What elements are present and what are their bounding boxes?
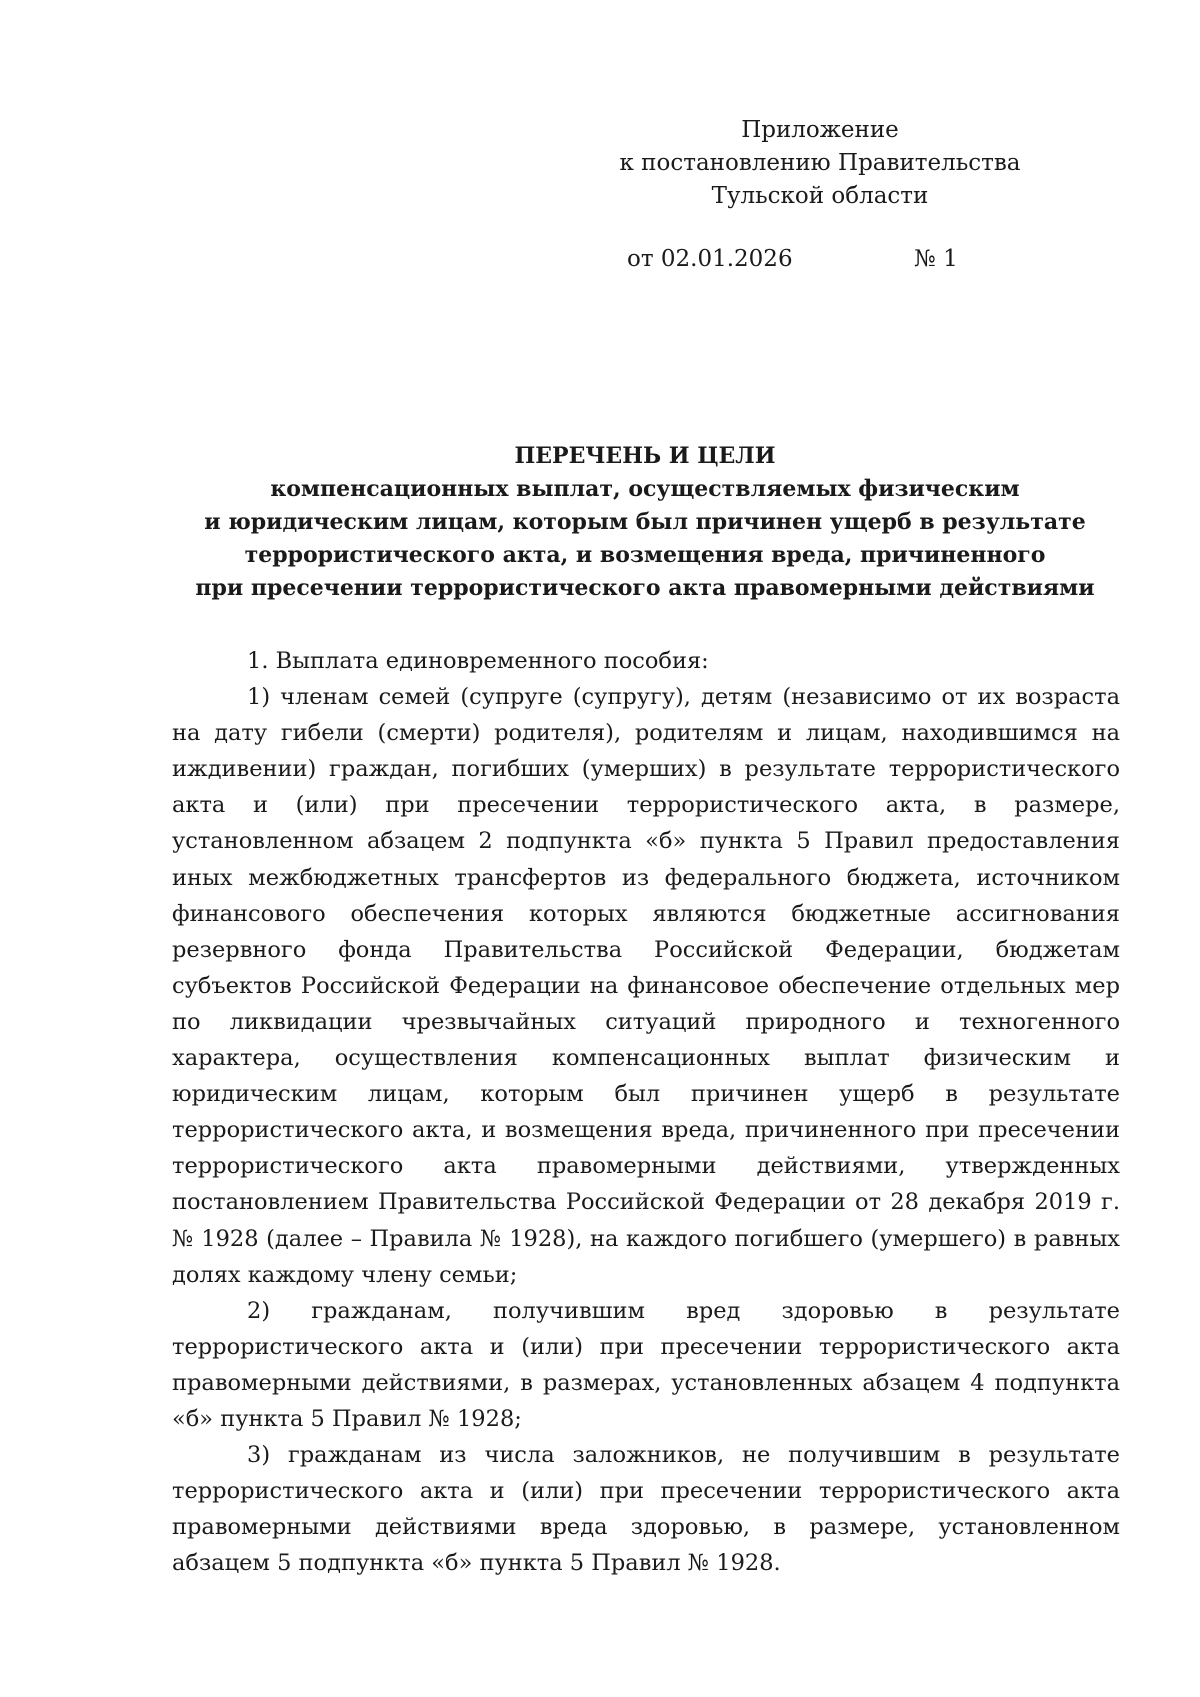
title-line: и юридическим лицам, которым был причинен ущерб в результате [204, 509, 1086, 535]
annex-date: от 02.01.2026 [627, 246, 793, 272]
document-title [170, 440, 1120, 605]
annex-reference: к постановлению Правительства [619, 150, 1021, 176]
annex-title: Приложение [741, 117, 899, 143]
title-line: ПЕРЕЧЕНЬ И ЦЕЛИ [514, 443, 776, 469]
title-line: при пресечении террористического акта правомерными действиями [195, 575, 1095, 601]
paragraph-item-3: 3) гражданам из числа заложников, не получившим в результате террористического акта и (или) при пресечении террористического акта правомерными действиями вреда здоровью, в размере, установленном абзацем 5 подпункта «б» пункта 5 Правил № 1928. [172, 1442, 1120, 1577]
annex-header [600, 114, 1040, 213]
document-body [172, 643, 1120, 1581]
title-line: террористического акта, и возмещения вреда, причиненного [244, 542, 1046, 568]
annex-number: № 1 [914, 246, 958, 272]
paragraph-item-1: 1) членам семей (супруге (супругу), детям (независимо от их возраста на дату гибели (смерти) родителя), родителям и лицам, находившимся на иждивении) граждан, погибших (умерших) в результате террористического акта и (или) при пресечении террористического акта, в размере, установленном абзацем 2 подпункта «б» пункта 5 Правил предоставления иных межбюджетных трансфертов из федерального бюджета, источником финансового обеспечения которых являются бюджетные ассигнования резервного фонда Правительства Российской Федерации, бюджетам субъектов Российской Федерации на финансовое обеспечение отдельных мер по ликвидации чрезвычайных ситуаций природного и техногенного характера, осуществления компенсационных выплат физическим и юридическим лицам, которым был причинен ущерб в результате террористического акта, и возмещения вреда, причиненного при пресечении террористического акта правомерными действиями, утвержденных постановлением Правительства Российской Федерации от 28 декабря 2019 г. № 1928 (далее – Правила № 1928), на каждого погибшего (умершего) в равных долях каждому члену семьи; [172, 684, 1120, 1288]
section-heading: 1. Выплата единовременного пособия: [247, 648, 709, 674]
annex-region: Тульской области [711, 183, 929, 209]
paragraph-item-2: 2) гражданам, получившим вред здоровью в результате террористического акта и (или) при пресечении террористического акта правомерными действиями, в размерах, установленных абзацем 4 подпункта «б» пункта 5 Правил № 1928; [172, 1297, 1120, 1432]
title-line: компенсационных выплат, осуществляемых физическим [270, 476, 1020, 502]
